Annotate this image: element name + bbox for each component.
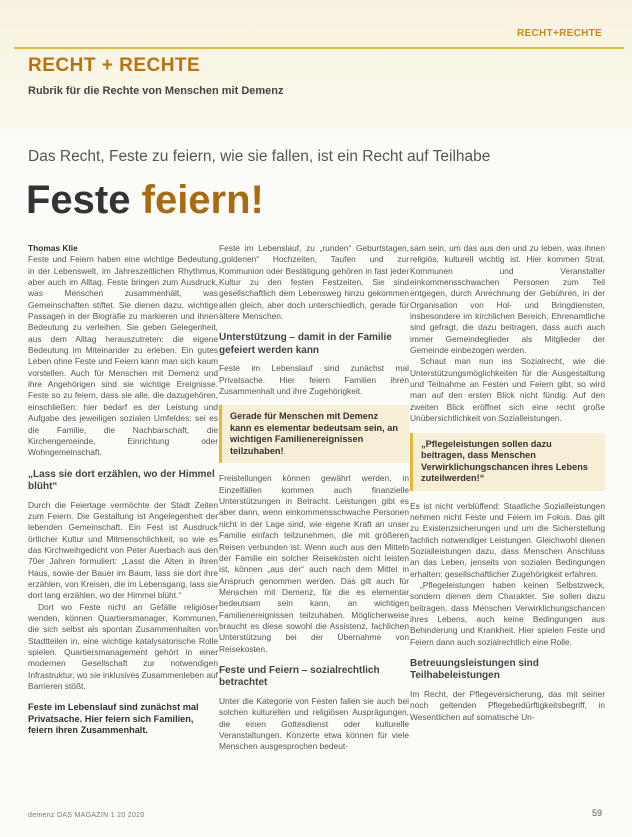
- col3-paragraph-2: Schaut man nun ins Sozialrecht, wie die Unterstützungsmöglichkeiten für die Ausgestaltung und Teilnahme an Festen und Feiern gibt, so wird man auf den ersten Blick nicht fündig. Auf den zweiten Blick eröffnet sich eine recht große Unübersichtlichkeit von Sozialleistungen.: [410, 356, 605, 424]
- article-kicker: Das Recht, Feste zu feiern, wie sie fallen, ist ein Recht auf Teilhabe: [28, 148, 491, 165]
- section-subtitle: Rubrik für die Rechte von Menschen mit Demenz: [28, 85, 284, 97]
- col1-paragraph-1: Feste und Feiern haben eine wichtige Bedeutung in der Lebenswelt, im Jahreszeitlichen Rhythmus, aber auch im Alltag. Feste bringen zum Ausdruck, was Menschen zusammenhält, was Gemeinschaften stiftet. Sie dienen dazu, wichtige Passagen in der Biografie zu markieren und ihnen Bedeutung zu verleihen. Sie geben Gelegenheit, aus dem Alltag herauszutreten: die eigene Bedeutung im Miteinander zu erleben. Ein gutes Leben ohne Feste und Feiern kann man sich kaum vorstellen. Auch für Menschen mit Demenz und ihre Angehörigen sind sie wichtige Ereignisse. Feste so zu feiern, dass sie alle, die dazugehören, einschließen: hier bedarf es der Leistung und Aufgabe des jeweiligen sozialen Umfeldes: sei es die Familie, die Nachbarschaft, die Kirchengemeinde, Einrichtung oder Wohngemeinschaft.: [28, 254, 218, 458]
- col2-paragraph-1: Feste im Lebenslauf, zu „runden“ Geburtstagen, „goldenen“ Hochzeiten, Taufen und zur Kommunion oder Bestätigung gehören in fast jeder Kultur zu den festen Festzeiten. Sie sind gesellschaftlich dem Lebensweg hinzu gekommen allen gleich, aber doch unterschiedlich, gerade für ältere Menschen.: [219, 243, 409, 322]
- author: Thomas Klie: [28, 243, 78, 253]
- col3-heading-1: Betreuungsleistungen sind Teilhabeleistungen: [410, 657, 539, 682]
- col3-paragraph-1: sam sein, um das aus den und zu leben, was ihnen religiös, kulturell wichtig ist. Hier kommen Strat, Kommunen und Veranstalter einkommensschwachen Personen zum Teil entgegen, durch Anrechnung der Gebühren, in der Organisation von Hol- und Bringdiensten, insbesondere im kirchlichen Bereich. Ehrenamtliche sind gefragt, die dazu beitragen, dass auch auch immer Gemeindeglieder als Mitglieder der Gemeinde einbezogen werden.: [410, 243, 605, 356]
- col1-pull-quote: Feste im Lebenslauf sind zunächst mal Privatsache. Hier feiern sich Familien, feiern ihren Zusammenhalt.: [28, 702, 199, 736]
- col2-paragraph-2: Feste im Lebenslauf sind zunächst mal Privatsache. Hier feiern Familien ihren Zusammenhalt und ihre Zugehörigkeit.: [219, 363, 409, 397]
- col2-pull-quote: Gerade für Menschen mit Demenz kann es elementar bedeutsam sein, an wichtigen Familienereignissen teilzuhaben!: [219, 405, 409, 463]
- col3-paragraph-5: Im Recht, der Pflegeversicherung, das mit seiner noch geltenden Pflegebedürftigkeitsbegriff, in Wesentlichen auf somatische Un-: [410, 688, 605, 722]
- headline-part1: Feste: [26, 178, 131, 222]
- col3-paragraph-4: „Pflegeleistungen haben keinen Selbstzweck, sondern dienen dem Charakter. Sie sollen dazu beitragen, dass Menschen Verwirklichungschancen ihres Lebens, auch keine Bedingungen aus Behinderung und Krankheit. Hier spielen Feste und Feiern dann auch sozialrechtlich eine Rolle.: [410, 579, 605, 647]
- article-headline: [26, 176, 264, 224]
- col1-paragraph-3: Dort wo Feste nicht an Gefälle religiöser wenden, können Quartiersmanager, Kommunen, die sich selbst als spontan Zusammenhalten von Stadtteilen in, eine wichtige katalysatorische Rolle spielen. Quartiersmanagement gehört in einer modernen Gesellschaft zur notwendigen Infrastruktur, wo sie inklusives Zusammenleben auf Barrieren stößt.: [28, 601, 218, 692]
- column-3: [410, 243, 605, 723]
- header-rule: [14, 47, 624, 49]
- page-number: 59: [591, 808, 602, 818]
- column-2: [219, 243, 409, 753]
- footer-publication: demenz DAS MAGAZIN 1 20 2020: [28, 812, 145, 819]
- col1-paragraph-2: Durch die Feiertage vermöchte der Stadt Zeiten zum Feiern. Die Gestaltung ist Angelegenheit der lebenden Gemeinschaft. Ein Fest ist Ausdruck örtlicher Kultur und Mitmenschlichkeit, so wie es das Kirchweihgedicht von Peter Auerbach aus den 70er Jahren formuliert: „Lasst die Alten in ihren Haus, sowie der Bauer im Baum, lass sie dort ihre erzählen, von Kreisen, die im Lebensgang, lass sie dort lang erzählen, wo der Himmel blüht.“: [28, 499, 218, 601]
- col2-heading-2: Feste und Feiern – sozialrechtlich betrachtet: [219, 664, 380, 689]
- column-1: [28, 243, 218, 737]
- running-head: RECHT+RECHTE: [517, 28, 602, 39]
- col2-paragraph-3: Freistellungen können gewährt werden, in Einzelfällen kommen auch finanzielle Unterstützungen in Betracht. Leistungen gibt es aber dann, wenn einkommensschwache Personen nicht in der Lage sind, wie eigene Kraft an unser Familie einfach teilzunehmen, die mit größeren Reisen verbunden ist. Wenn auch aus den Mitteln der Familie ein solcher Reisekosten nicht leisten ist, können „aus der“ auch nach dem Mittel in Anspruch genommen werden. Das gilt auch für Menschen mit Demenz, für die es elementar bedeutsam sein kann, an wichtigen Familienereignissen teilzuhaben. Möglicherweise braucht es diese sowohl die Assistenz, fachlichen Unterstützung bei der Übernahme von Reisekosten.: [219, 473, 409, 654]
- col2-heading-1: Unterstützung – damit in der Familie gefeiert werden kann: [219, 332, 392, 356]
- col3-paragraph-3: Es ist nicht verblüffend: Staatliche Sozialleistungen nehmen nicht Feste und Feiern im Fokus. Das gilt zu Existenzsicherungen und um die Sicherstellung fachlich notwendiger Leistungen. Gleichwohl dienen Sozialleistungen dazu, dass Menschen Anschluss an das Leben, jenseits von sozialen Bedingungen erhalten: gesellschaftlicher Zugehörigkeit erfahren.: [410, 500, 605, 579]
- col3-pull-quote: „Pflegeleistungen sollen dazu beitragen, dass Menschen Verwirklichungschancen ihres Lebens zuteilwerden!“: [410, 433, 605, 491]
- headline-part2: feiern!: [141, 178, 264, 222]
- section-title: RECHT + RECHTE: [28, 55, 201, 76]
- col1-heading-1: „Lass sie dort erzählen, wo der Himmel blüht“: [28, 468, 215, 493]
- col2-paragraph-4: Unter die Kategorie von Festen fallen sie auch bei solchen kulturellen und religiösen Ausprägungen, die einen Gottesdienst oder kulturelle Veranstaltungen. Konzerte etwa können für viele Menschen ausgesprochen bedeut-: [219, 695, 409, 752]
